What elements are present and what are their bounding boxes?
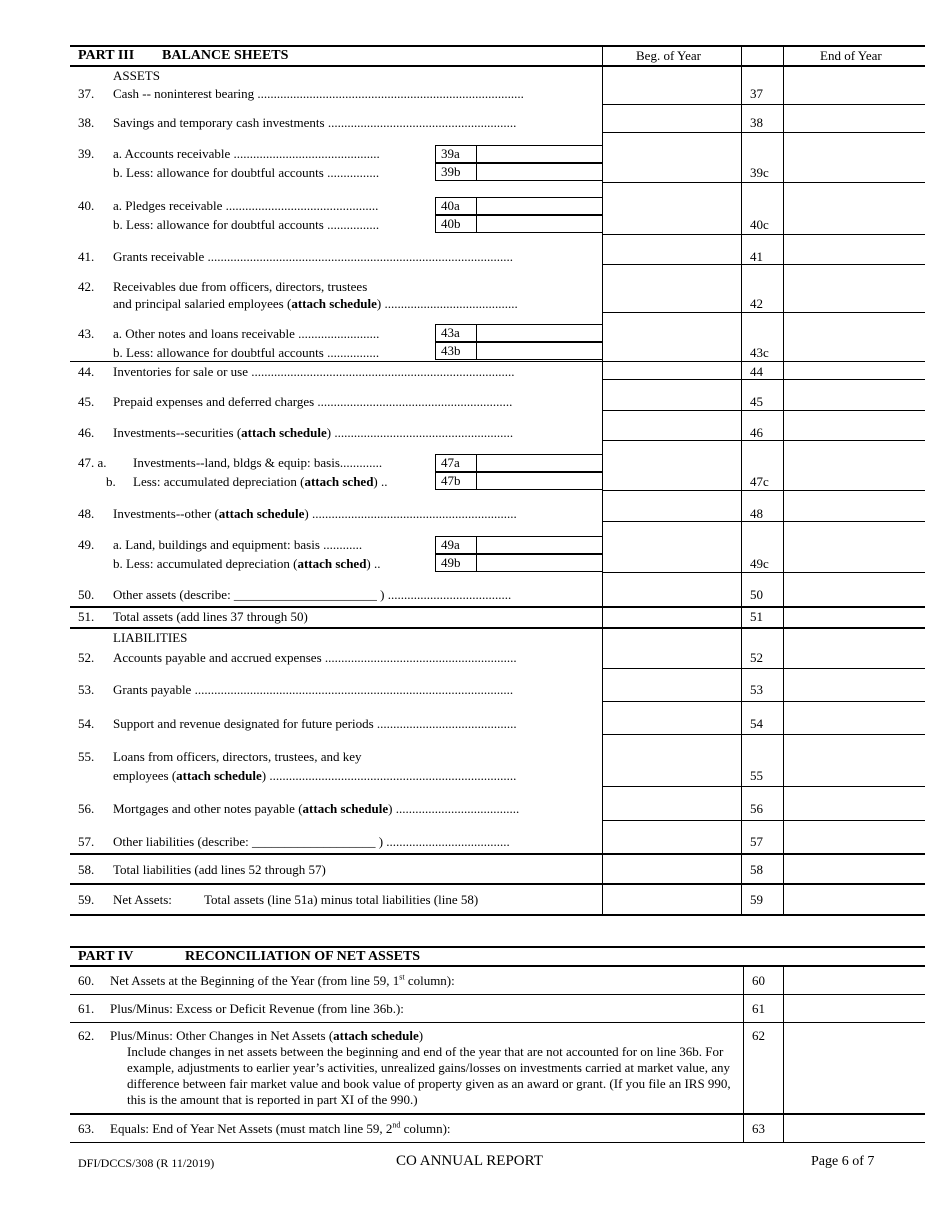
line-43b-code: 43b — [441, 343, 461, 358]
line-49a-code: 49a — [441, 537, 460, 552]
line-57-end-field[interactable] — [784, 821, 924, 853]
line-37-number: 37. — [78, 86, 95, 101]
line-54-code: 54 — [750, 716, 763, 731]
line-56-label: Mortgages and other notes payable (attach schedule) ...................................... — [113, 801, 520, 816]
line-41-label: Grants receivable .............................................................................................. — [113, 249, 514, 264]
line-39b-code: 39b — [441, 164, 461, 179]
line-43-number: 43. — [78, 326, 95, 341]
line-59-beg-field[interactable] — [603, 885, 741, 914]
line-63-number: 63. — [78, 1121, 95, 1136]
line-60-label: Net Assets at the Beginning of the Year (from line 59, 1st column): — [110, 972, 455, 988]
report-title: CO ANNUAL REPORT — [396, 1153, 543, 1169]
part3-title: BALANCE SHEETS — [162, 48, 289, 63]
line-53-end-field[interactable] — [784, 669, 924, 701]
line-59-net-assets-label: Net Assets: — [113, 892, 172, 907]
line-43b-label: b. Less: allowance for doubtful accounts ................ — [113, 345, 380, 360]
line-43a-field[interactable] — [435, 324, 603, 342]
line-42-label-2: and principal salaried employees (attach schedule) ......................................... — [113, 296, 518, 311]
line-38-end-field[interactable] — [784, 105, 924, 132]
line-63-label: Equals: End of Year Net Assets (must match line 59, 2nd column): — [110, 1120, 451, 1136]
line-61-code: 61 — [752, 1001, 765, 1016]
col-beg-of-year: Beg. of Year — [636, 48, 701, 63]
line-55-code: 55 — [750, 768, 763, 783]
line-40c-end-field[interactable] — [784, 183, 924, 234]
line-49c-end-field[interactable] — [784, 522, 924, 572]
line-42-beg-field[interactable] — [603, 265, 741, 312]
line-50-beg-field[interactable] — [603, 573, 741, 606]
line-55-label-2: employees (attach schedule) ............................................................................ — [113, 768, 517, 783]
line-53-beg-field[interactable] — [603, 669, 741, 701]
line-57-number: 57. — [78, 834, 95, 849]
line-40b-label: b. Less: allowance for doubtful accounts ................ — [113, 217, 380, 232]
page-number: Page 6 of 7 — [811, 1154, 875, 1169]
line-47c-end-field[interactable] — [784, 441, 924, 490]
line-59-code: 59 — [750, 892, 763, 907]
line-39a-label: a. Accounts receivable ............................................. — [113, 146, 380, 161]
line-49c-code: 49c — [750, 556, 769, 571]
line-41-end-field[interactable] — [784, 235, 924, 264]
line-42-number: 42. — [78, 279, 95, 294]
line-40c-code: 40c — [750, 217, 769, 232]
line-44-beg-field[interactable] — [603, 362, 741, 379]
line-48-number: 48. — [78, 506, 95, 521]
line-55-beg-field[interactable] — [603, 735, 741, 786]
line-45-code: 45 — [750, 394, 763, 409]
line-38-code: 38 — [750, 115, 763, 130]
line-38-label: Savings and temporary cash investments .......................................................... — [113, 115, 517, 130]
line-63-code: 63 — [752, 1121, 765, 1136]
line-49b-label: b. Less: accumulated depreciation (attach sched) .. — [113, 556, 381, 571]
line-45-end-field[interactable] — [784, 380, 924, 410]
line-41-number: 41. — [78, 249, 95, 264]
line-39c-beg-field[interactable] — [603, 133, 741, 182]
line-49c-beg-field[interactable] — [603, 522, 741, 572]
line-58-code: 58 — [750, 862, 763, 877]
line-38-number: 38. — [78, 115, 95, 130]
line-61-field[interactable] — [784, 995, 924, 1022]
line-49a-field[interactable] — [435, 536, 603, 554]
line-59-number: 59. — [78, 892, 95, 907]
line-56-code: 56 — [750, 801, 763, 816]
part4-label: PART IV — [78, 949, 134, 964]
line-62-code: 62 — [752, 1028, 765, 1043]
line-58-beg-field[interactable] — [603, 855, 741, 883]
line-46-label: Investments--securities (attach schedule) ....................................................... — [113, 425, 514, 440]
line-57-code: 57 — [750, 834, 763, 849]
part3-label: PART III — [78, 48, 135, 63]
col-end-of-year: End of Year — [820, 48, 882, 63]
line-42-code: 42 — [750, 296, 763, 311]
line-49a-label: a. Land, buildings and equipment: basis ............ — [113, 537, 363, 552]
line-47-number: 47. a. — [78, 455, 107, 470]
line-40a-code: 40a — [441, 198, 460, 213]
line-55-label-1: Loans from officers, directors, trustees, and key — [113, 749, 362, 764]
line-39-number: 39. — [78, 146, 95, 161]
line-58-end-field[interactable] — [784, 855, 924, 883]
line-46-end-field[interactable] — [784, 411, 924, 440]
line-48-code: 48 — [750, 506, 763, 521]
line-51-code: 51 — [750, 609, 763, 624]
line-52-label: Accounts payable and accrued expenses ........................................................... — [113, 650, 517, 665]
line-53-number: 53. — [78, 682, 95, 697]
line-52-beg-field[interactable] — [603, 629, 741, 668]
line-62-label: Plus/Minus: Other Changes in Net Assets (attach schedule) — [110, 1028, 424, 1043]
line-55-number: 55. — [78, 749, 95, 764]
line-40a-label: a. Pledges receivable ............................................... — [113, 198, 379, 213]
line-47c-code: 47c — [750, 474, 769, 489]
line-61-number: 61. — [78, 1001, 95, 1016]
line-46-number: 46. — [78, 425, 95, 440]
line-62-number: 62. — [78, 1028, 95, 1043]
line-44-code: 44 — [750, 364, 763, 379]
line-44-label: Inventories for sale or use ................................................................................. — [113, 364, 515, 379]
line-54-label: Support and revenue designated for future periods ........................................... — [113, 716, 517, 731]
line-39c-end-field[interactable] — [784, 133, 924, 182]
liabilities-heading: LIABILITIES — [113, 630, 188, 645]
line-52-number: 52. — [78, 650, 95, 665]
line-51-label: Total assets (add lines 37 through 50) — [113, 609, 308, 624]
line-56-beg-field[interactable] — [603, 787, 741, 820]
line-43c-end-field[interactable] — [784, 313, 924, 361]
line-46-beg-field[interactable] — [603, 411, 741, 440]
line-52-code: 52 — [750, 650, 763, 665]
line-43a-label: a. Other notes and loans receivable ......................... — [113, 326, 380, 341]
line-60-field[interactable] — [784, 967, 924, 994]
line-50-label: Other assets (describe: ______________________ ) ...................................... — [113, 587, 512, 602]
line-43c-beg-field[interactable] — [603, 313, 741, 361]
line-48-end-field[interactable] — [784, 491, 924, 521]
line-60-number: 60. — [78, 973, 95, 988]
line-42-end-field[interactable] — [784, 265, 924, 312]
line-47b-code: 47b — [441, 473, 461, 488]
line-39b-label: b. Less: allowance for doubtful accounts ................ — [113, 165, 380, 180]
line-44-end-field[interactable] — [784, 362, 924, 379]
line-39a-field[interactable] — [435, 145, 603, 163]
line-47a-code: 47a — [441, 455, 460, 470]
line-51-number: 51. — [78, 609, 95, 624]
line-51-beg-field[interactable] — [603, 608, 741, 627]
line-62-description: Include changes in net assets between the beginning and end of the year that are not accounted for on line 36b. For example, adjustments to earlier year’s activities, unrealized gains/losses on investments carried at market value, any difference between fair market value and book value of property given as an award or grant. (If you file an IRS 990, this is the amount that is reported in part XI of the 990.) — [127, 1044, 731, 1107]
line-58-number: 58. — [78, 862, 95, 877]
line-49-number: 49. — [78, 537, 95, 552]
part4-title: RECONCILIATION OF NET ASSETS — [185, 949, 421, 964]
line-48-label: Investments--other (attach schedule) ............................................................... — [113, 506, 517, 521]
line-59-end-field[interactable] — [784, 885, 924, 914]
form-id: DFI/DCCS/308 (R 11/2019) — [78, 1156, 215, 1170]
line-60-code: 60 — [752, 973, 765, 988]
line-46-code: 46 — [750, 425, 763, 440]
line-37-beg-field[interactable] — [603, 68, 741, 104]
line-63-field[interactable] — [784, 1115, 924, 1142]
line-57-beg-field[interactable] — [603, 821, 741, 853]
line-51-end-field[interactable] — [784, 608, 924, 627]
line-47a-label: Investments--land, bldgs & equip: basis............. — [133, 455, 383, 470]
line-37-label: Cash -- noninterest bearing .................................................................................. — [113, 86, 524, 101]
line-40a-field[interactable] — [435, 197, 603, 215]
line-62-field[interactable] — [784, 1023, 924, 1113]
line-54-number: 54. — [78, 716, 95, 731]
line-48-beg-field[interactable] — [603, 491, 741, 521]
line-56-end-field[interactable] — [784, 787, 924, 820]
line-47a-field[interactable] — [435, 454, 603, 472]
line-44-number: 44. — [78, 364, 95, 379]
line-55-end-field[interactable] — [784, 735, 924, 786]
line-56-number: 56. — [78, 801, 95, 816]
line-45-beg-field[interactable] — [603, 380, 741, 410]
line-53-code: 53 — [750, 682, 763, 697]
line-40-number: 40. — [78, 198, 95, 213]
line-54-end-field[interactable] — [784, 702, 924, 734]
line-43c-code: 43c — [750, 345, 769, 360]
line-45-number: 45. — [78, 394, 95, 409]
line-59-label: Total assets (line 51a) minus total liabilities (line 58) — [204, 892, 479, 907]
line-45-label: Prepaid expenses and deferred charges ............................................................ — [113, 394, 513, 409]
line-47c-beg-field[interactable] — [603, 441, 741, 490]
line-39a-code: 39a — [441, 146, 460, 161]
line-58-label: Total liabilities (add lines 52 through 57) — [113, 862, 326, 877]
line-37-end-field[interactable] — [784, 68, 924, 104]
line-42-label-1: Receivables due from officers, directors, trustees — [113, 279, 368, 294]
line-41-code: 41 — [750, 249, 763, 264]
line-53-label: Grants payable .................................................................................................. — [113, 682, 514, 697]
line-40b-code: 40b — [441, 216, 461, 231]
line-52-end-field[interactable] — [784, 629, 924, 668]
line-47b-label: Less: accumulated depreciation (attach sched) .. — [133, 474, 388, 489]
line-50-number: 50. — [78, 587, 95, 602]
line-61-label: Plus/Minus: Excess or Deficit Revenue (from line 36b.): — [110, 1001, 404, 1016]
line-43a-code: 43a — [441, 325, 460, 340]
line-47b-number: b. — [106, 474, 116, 489]
line-40c-beg-field[interactable] — [603, 183, 741, 234]
line-38-beg-field[interactable] — [603, 105, 741, 132]
line-41-beg-field[interactable] — [603, 235, 741, 264]
line-57-label: Other liabilities (describe: ___________________ ) ...................................... — [113, 834, 510, 849]
line-50-code: 50 — [750, 587, 763, 602]
line-37-code: 37 — [750, 86, 763, 101]
line-39c-code: 39c — [750, 165, 769, 180]
line-54-beg-field[interactable] — [603, 702, 741, 734]
line-49b-code: 49b — [441, 555, 461, 570]
assets-heading: ASSETS — [113, 68, 160, 83]
line-50-end-field[interactable] — [784, 573, 924, 606]
